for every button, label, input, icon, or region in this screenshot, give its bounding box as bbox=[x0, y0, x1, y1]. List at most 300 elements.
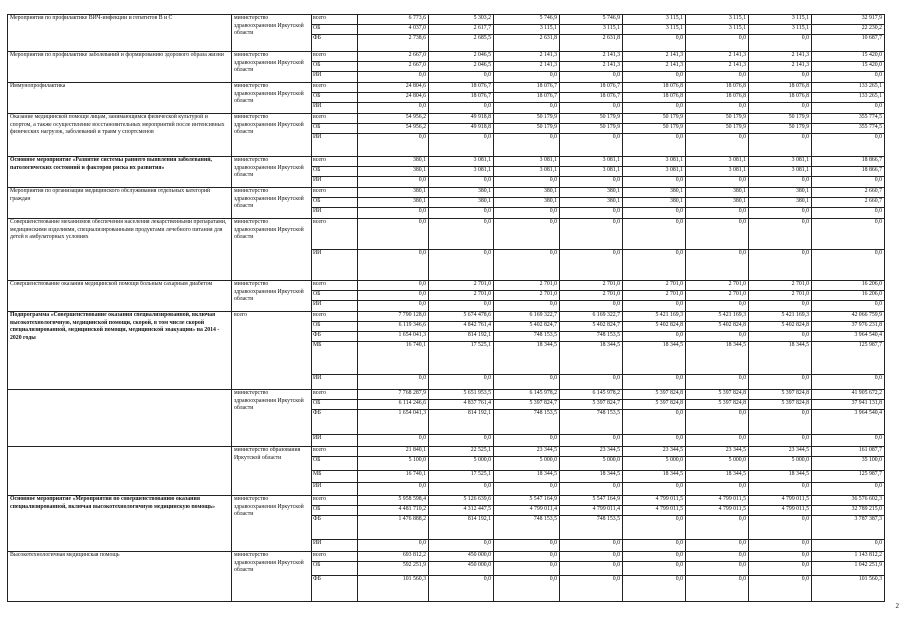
year-value-cell: 0,0 bbox=[560, 375, 623, 390]
funding-source: ОБ bbox=[312, 198, 358, 208]
activity-name: Основное мероприятие «Развитие системы раннего выявления заболеваний, патологических состояний и факторов риска их развития» bbox=[8, 157, 232, 188]
funding-source: всего bbox=[312, 15, 358, 25]
year-value-cell: 5 000,0 bbox=[560, 457, 623, 471]
funding-source: ОБ bbox=[312, 291, 358, 301]
year-value-cell: 1 654 041,3 bbox=[358, 410, 429, 435]
year-value-cell: 24 804,6 bbox=[358, 83, 429, 93]
year-value-cell: 380,1 bbox=[358, 198, 429, 208]
year-value-cell: 3 115,1 bbox=[560, 25, 623, 35]
year-value-cell: 18 076,7 bbox=[560, 93, 623, 103]
year-value-cell: 380,1 bbox=[358, 188, 429, 198]
year-value-cell: 0,0 bbox=[494, 576, 560, 602]
year-value-cell: 18 344,5 bbox=[494, 342, 560, 375]
year-value-cell: 2 141,3 bbox=[686, 62, 749, 72]
year-value-cell: 50 179,9 bbox=[749, 124, 812, 134]
funding-source: всего bbox=[312, 281, 358, 291]
total-cell: 35 100,0 bbox=[812, 457, 885, 471]
funding-source: ОБ bbox=[312, 400, 358, 410]
funding-source: ОБ bbox=[312, 124, 358, 134]
year-value-cell: 5 746,9 bbox=[494, 15, 560, 25]
year-value-cell: 5 674 478,6 bbox=[429, 312, 494, 322]
funding-source: ИИ bbox=[312, 540, 358, 552]
year-value-cell: 0,0 bbox=[749, 35, 812, 52]
year-value-cell: 18 076,7 bbox=[429, 83, 494, 93]
year-value-cell: 5 402 824,8 bbox=[749, 322, 812, 332]
year-value-cell: 0,0 bbox=[686, 562, 749, 576]
year-value-cell: 50 179,9 bbox=[686, 124, 749, 134]
year-value-cell: 23 344,5 bbox=[749, 447, 812, 457]
total-cell: 2 660,7 bbox=[812, 198, 885, 208]
year-value-cell: 0,0 bbox=[686, 177, 749, 188]
year-value-cell: 5 126 639,6 bbox=[429, 496, 494, 506]
table-row bbox=[8, 312, 885, 322]
year-value-cell: 693 812,2 bbox=[358, 552, 429, 562]
year-value-cell: 0,0 bbox=[749, 483, 812, 496]
year-value-cell: 0,0 bbox=[686, 72, 749, 83]
year-value-cell: 0,0 bbox=[686, 134, 749, 157]
year-value-cell: 2 141,3 bbox=[494, 62, 560, 72]
year-value-cell: 0,0 bbox=[429, 483, 494, 496]
year-value-cell: 5 000,0 bbox=[623, 457, 686, 471]
year-value-cell: 50 179,9 bbox=[494, 124, 560, 134]
year-value-cell: 0,0 bbox=[429, 375, 494, 390]
year-value-cell: 380,1 bbox=[749, 188, 812, 198]
year-value-cell: 3 081,1 bbox=[686, 167, 749, 177]
year-value-cell: 0,0 bbox=[623, 103, 686, 114]
year-value-cell: 5 547 164,9 bbox=[494, 496, 560, 506]
year-value-cell: 2 701,0 bbox=[749, 291, 812, 301]
year-value-cell: 2 701,0 bbox=[686, 291, 749, 301]
year-value-cell: 0,0 bbox=[749, 72, 812, 83]
year-value-cell: 0,0 bbox=[560, 540, 623, 552]
year-value-cell: 7 768 287,9 bbox=[358, 390, 429, 400]
year-value-cell: 4 481 710,2 bbox=[358, 506, 429, 516]
year-value-cell: 0,0 bbox=[358, 72, 429, 83]
total-cell: 0,0 bbox=[812, 103, 885, 114]
year-value-cell: 0,0 bbox=[686, 103, 749, 114]
year-value-cell: 0,0 bbox=[749, 516, 812, 540]
year-value-cell: 0,0 bbox=[686, 35, 749, 52]
year-value-cell: 0,0 bbox=[560, 301, 623, 312]
total-cell: 41 905 672,2 bbox=[812, 390, 885, 400]
year-value-cell: 0,0 bbox=[358, 177, 429, 188]
year-value-cell: 5 397 824,8 bbox=[623, 390, 686, 400]
year-value-cell: 0,0 bbox=[358, 281, 429, 291]
year-value-cell: 2 141,3 bbox=[686, 52, 749, 62]
year-value-cell: 0,0 bbox=[560, 103, 623, 114]
year-value-cell: 380,1 bbox=[623, 198, 686, 208]
year-value-cell: 5 397 824,7 bbox=[560, 400, 623, 410]
year-value-cell: 0,0 bbox=[560, 435, 623, 447]
year-value-cell: 748 153,5 bbox=[560, 410, 623, 435]
total-cell: 37 941 131,8 bbox=[812, 400, 885, 410]
total-cell: 15 420,0 bbox=[812, 52, 885, 62]
year-value-cell: 5 402 824,8 bbox=[623, 322, 686, 332]
activity-name: Оказание медицинской помощи лицам, занимающимся физической культурой и спортом, а также осуществление восстановительных мероприятий после интенсивных физических нагрузок, заболеваний и травм у спортсменов bbox=[8, 114, 232, 157]
year-value-cell: 4 799 011,5 bbox=[623, 506, 686, 516]
year-value-cell: 24 804,6 bbox=[358, 93, 429, 103]
year-value-cell: 0,0 bbox=[686, 540, 749, 552]
year-value-cell: 5 746,9 bbox=[560, 15, 623, 25]
year-value-cell: 2 046,5 bbox=[429, 62, 494, 72]
year-value-cell: 0,0 bbox=[686, 552, 749, 562]
year-value-cell: 380,1 bbox=[494, 188, 560, 198]
responsible-executor: министерство здравоохранения Иркутской области bbox=[232, 15, 312, 52]
responsible-executor: министерство здравоохранения Иркутской области bbox=[232, 157, 312, 188]
year-value-cell: 0,0 bbox=[494, 435, 560, 447]
year-value-cell: 0,0 bbox=[560, 219, 623, 250]
year-value-cell: 4 799 011,5 bbox=[686, 496, 749, 506]
year-value-cell: 380,1 bbox=[686, 198, 749, 208]
year-value-cell: 380,1 bbox=[429, 188, 494, 198]
year-value-cell: 0,0 bbox=[623, 301, 686, 312]
year-value-cell: 18 076,7 bbox=[494, 83, 560, 93]
year-value-cell: 2 701,0 bbox=[429, 281, 494, 291]
funding-source: ФБ bbox=[312, 576, 358, 602]
year-value-cell: 3 081,1 bbox=[560, 157, 623, 167]
year-value-cell: 18 076,8 bbox=[686, 93, 749, 103]
total-cell: 3 964 540,4 bbox=[812, 332, 885, 342]
year-value-cell: 0,0 bbox=[623, 219, 686, 250]
total-cell: 0,0 bbox=[812, 134, 885, 157]
year-value-cell: 0,0 bbox=[494, 103, 560, 114]
year-value-cell: 23 344,5 bbox=[686, 447, 749, 457]
year-value-cell: 380,1 bbox=[560, 188, 623, 198]
year-value-cell: 0,0 bbox=[623, 516, 686, 540]
year-value-cell: 3 081,1 bbox=[623, 157, 686, 167]
year-value-cell: 0,0 bbox=[623, 250, 686, 281]
year-value-cell: 1 476 888,2 bbox=[358, 516, 429, 540]
year-value-cell: 2 701,0 bbox=[623, 281, 686, 291]
responsible-executor: министерство здравоохранения Иркутской области bbox=[232, 52, 312, 83]
total-cell: 0,0 bbox=[812, 540, 885, 552]
activity-name bbox=[8, 447, 232, 496]
year-value-cell: 5 000,0 bbox=[749, 457, 812, 471]
funding-source: всего bbox=[312, 157, 358, 167]
funding-source: ИИ bbox=[312, 483, 358, 496]
year-value-cell: 3 081,1 bbox=[749, 167, 812, 177]
year-value-cell: 5 000,0 bbox=[429, 457, 494, 471]
funding-source: ИИ bbox=[312, 177, 358, 188]
year-value-cell: 0,0 bbox=[749, 576, 812, 602]
table-row bbox=[8, 552, 885, 562]
year-value-cell: 0,0 bbox=[686, 576, 749, 602]
year-value-cell: 0,0 bbox=[429, 208, 494, 219]
responsible-executor: министерство образования Иркутской области bbox=[232, 447, 312, 496]
year-value-cell: 0,0 bbox=[429, 540, 494, 552]
total-cell: 133 265,1 bbox=[812, 93, 885, 103]
year-value-cell: 0,0 bbox=[686, 410, 749, 435]
year-value-cell: 0,0 bbox=[358, 291, 429, 301]
year-value-cell: 21 840,1 bbox=[358, 447, 429, 457]
funding-source: всего bbox=[312, 312, 358, 322]
responsible-executor: всего bbox=[232, 312, 312, 390]
year-value-cell: 5 397 824,8 bbox=[686, 400, 749, 410]
funding-source: всего bbox=[312, 496, 358, 506]
total-cell: 36 576 602,3 bbox=[812, 496, 885, 506]
funding-source: всего bbox=[312, 390, 358, 400]
year-value-cell: 0,0 bbox=[560, 134, 623, 157]
table-row bbox=[8, 390, 885, 400]
year-value-cell: 6 114 246,6 bbox=[358, 400, 429, 410]
year-value-cell: 7 790 128,0 bbox=[358, 312, 429, 322]
year-value-cell: 814 192,1 bbox=[429, 516, 494, 540]
year-value-cell: 6 145 978,2 bbox=[494, 390, 560, 400]
year-value-cell: 0,0 bbox=[749, 219, 812, 250]
funding-source: ОБ bbox=[312, 93, 358, 103]
responsible-executor: министерство здравоохранения Иркутской области bbox=[232, 496, 312, 552]
year-value-cell: 4 799 011,5 bbox=[749, 496, 812, 506]
funding-source: ОБ bbox=[312, 167, 358, 177]
year-value-cell: 0,0 bbox=[560, 483, 623, 496]
budget-table bbox=[7, 14, 885, 602]
responsible-executor: министерство здравоохранения Иркутской области bbox=[232, 390, 312, 447]
year-value-cell: 18 076,8 bbox=[623, 93, 686, 103]
year-value-cell: 380,1 bbox=[623, 188, 686, 198]
year-value-cell: 0,0 bbox=[494, 375, 560, 390]
table-row bbox=[8, 157, 885, 167]
funding-source: ОБ bbox=[312, 506, 358, 516]
year-value-cell: 0,0 bbox=[623, 562, 686, 576]
total-cell: 3 787 387,3 bbox=[812, 516, 885, 540]
year-value-cell: 0,0 bbox=[494, 208, 560, 219]
year-value-cell: 0,0 bbox=[686, 250, 749, 281]
total-cell: 0,0 bbox=[812, 219, 885, 250]
funding-source: всего bbox=[312, 552, 358, 562]
year-value-cell: 4 037,0 bbox=[358, 25, 429, 35]
year-value-cell: 49 918,8 bbox=[429, 114, 494, 124]
year-value-cell: 0,0 bbox=[623, 576, 686, 602]
year-value-cell: 5 397 824,8 bbox=[749, 390, 812, 400]
funding-source: всего bbox=[312, 188, 358, 198]
year-value-cell: 3 115,1 bbox=[749, 15, 812, 25]
year-value-cell: 5 000,0 bbox=[494, 457, 560, 471]
year-value-cell: 380,1 bbox=[358, 157, 429, 167]
year-value-cell: 3 115,1 bbox=[623, 15, 686, 25]
year-value-cell: 814 192,1 bbox=[429, 332, 494, 342]
activity-name: Мероприятия по организации медицинского обслуживания отдельных категорий граждан bbox=[8, 188, 232, 219]
year-value-cell: 6 773,6 bbox=[358, 15, 429, 25]
table-row bbox=[8, 15, 885, 25]
funding-source: ИИ bbox=[312, 250, 358, 281]
year-value-cell: 4 312 447,5 bbox=[429, 506, 494, 516]
year-value-cell: 18 344,5 bbox=[749, 471, 812, 483]
total-cell: 0,0 bbox=[812, 177, 885, 188]
year-value-cell: 0,0 bbox=[494, 219, 560, 250]
year-value-cell: 16 740,1 bbox=[358, 471, 429, 483]
year-value-cell: 380,1 bbox=[749, 198, 812, 208]
year-value-cell: 3 081,1 bbox=[749, 157, 812, 167]
year-value-cell: 0,0 bbox=[623, 72, 686, 83]
year-value-cell: 4 842 761,4 bbox=[429, 322, 494, 332]
activity-name: Мероприятия по профилактике ВИЧ-инфекции и гепатитов В и С bbox=[8, 15, 232, 52]
year-value-cell: 0,0 bbox=[358, 103, 429, 114]
total-cell: 101 560,3 bbox=[812, 576, 885, 602]
responsible-executor: министерство здравоохранения Иркутской области bbox=[232, 219, 312, 281]
year-value-cell: 2 046,5 bbox=[429, 52, 494, 62]
year-value-cell: 22 525,1 bbox=[429, 447, 494, 457]
year-value-cell: 18 344,5 bbox=[749, 342, 812, 375]
year-value-cell: 2 141,3 bbox=[494, 52, 560, 62]
year-value-cell: 0,0 bbox=[749, 410, 812, 435]
funding-source: ИИ bbox=[312, 208, 358, 219]
year-value-cell: 0,0 bbox=[358, 540, 429, 552]
total-cell: 32 917,9 bbox=[812, 15, 885, 25]
year-value-cell: 0,0 bbox=[494, 177, 560, 188]
year-value-cell: 450 000,0 bbox=[429, 552, 494, 562]
year-value-cell: 3 115,1 bbox=[749, 25, 812, 35]
year-value-cell: 3 081,1 bbox=[494, 167, 560, 177]
funding-source: ИИ bbox=[312, 134, 358, 157]
year-value-cell: 6 119 346,6 bbox=[358, 322, 429, 332]
total-cell: 16 206,0 bbox=[812, 281, 885, 291]
year-value-cell: 5 402 824,7 bbox=[494, 322, 560, 332]
year-value-cell: 4 799 011,5 bbox=[686, 506, 749, 516]
year-value-cell: 18 344,5 bbox=[560, 342, 623, 375]
year-value-cell: 0,0 bbox=[358, 435, 429, 447]
year-value-cell: 748 153,5 bbox=[560, 516, 623, 540]
budget-table-sheet bbox=[7, 14, 885, 602]
year-value-cell: 5 303,2 bbox=[429, 15, 494, 25]
year-value-cell: 2 701,0 bbox=[560, 281, 623, 291]
funding-source: ОБ bbox=[312, 457, 358, 471]
year-value-cell: 380,1 bbox=[560, 198, 623, 208]
year-value-cell: 0,0 bbox=[623, 208, 686, 219]
year-value-cell: 2 701,0 bbox=[749, 281, 812, 291]
year-value-cell: 5 651 953,5 bbox=[429, 390, 494, 400]
table-row bbox=[8, 114, 885, 124]
table-row bbox=[8, 83, 885, 93]
total-cell: 10 687,7 bbox=[812, 35, 885, 52]
year-value-cell: 50 179,9 bbox=[749, 114, 812, 124]
year-value-cell: 0,0 bbox=[494, 72, 560, 83]
year-value-cell: 5 421 169,3 bbox=[686, 312, 749, 322]
year-value-cell: 0,0 bbox=[494, 552, 560, 562]
year-value-cell: 18 076,7 bbox=[429, 93, 494, 103]
year-value-cell: 0,0 bbox=[429, 576, 494, 602]
year-value-cell: 0,0 bbox=[686, 219, 749, 250]
year-value-cell: 2 701,0 bbox=[623, 291, 686, 301]
year-value-cell: 380,1 bbox=[358, 167, 429, 177]
funding-source: ОБ bbox=[312, 562, 358, 576]
year-value-cell: 50 179,9 bbox=[494, 114, 560, 124]
year-value-cell: 4 799 011,4 bbox=[494, 506, 560, 516]
year-value-cell: 23 344,5 bbox=[560, 447, 623, 457]
year-value-cell: 5 402 824,7 bbox=[560, 322, 623, 332]
year-value-cell: 18 076,7 bbox=[494, 93, 560, 103]
year-value-cell: 5 547 164,9 bbox=[560, 496, 623, 506]
year-value-cell: 0,0 bbox=[686, 435, 749, 447]
year-value-cell: 4 799 011,4 bbox=[560, 506, 623, 516]
year-value-cell: 5 958 598,4 bbox=[358, 496, 429, 506]
total-cell: 0,0 bbox=[812, 435, 885, 447]
year-value-cell: 0,0 bbox=[358, 483, 429, 496]
year-value-cell: 0,0 bbox=[749, 134, 812, 157]
year-value-cell: 0,0 bbox=[749, 552, 812, 562]
year-value-cell: 0,0 bbox=[494, 134, 560, 157]
table-row bbox=[8, 52, 885, 62]
year-value-cell: 0,0 bbox=[358, 208, 429, 219]
year-value-cell: 49 918,8 bbox=[429, 124, 494, 134]
funding-source: ОБ bbox=[312, 62, 358, 72]
year-value-cell: 101 560,3 bbox=[358, 576, 429, 602]
table-row bbox=[8, 281, 885, 291]
year-value-cell: 748 153,5 bbox=[494, 410, 560, 435]
year-value-cell: 4 837 761,4 bbox=[429, 400, 494, 410]
year-value-cell: 0,0 bbox=[749, 332, 812, 342]
year-value-cell: 0,0 bbox=[686, 301, 749, 312]
responsible-executor: министерство здравоохранения Иркутской области bbox=[232, 114, 312, 157]
year-value-cell: 2 141,3 bbox=[560, 52, 623, 62]
funding-source: ФБ bbox=[312, 516, 358, 540]
activity-name: Основное мероприятие «Мероприятия по совершенствованию оказания специализированной, включая высокотехнологичную медицинскую помощь» bbox=[8, 496, 232, 552]
year-value-cell: 3 081,1 bbox=[623, 167, 686, 177]
table-row bbox=[8, 447, 885, 457]
funding-source: ИИ bbox=[312, 375, 358, 390]
year-value-cell: 0,0 bbox=[429, 435, 494, 447]
year-value-cell: 0,0 bbox=[623, 435, 686, 447]
year-value-cell: 18 344,5 bbox=[494, 471, 560, 483]
total-cell: 0,0 bbox=[812, 250, 885, 281]
funding-source: ФБ bbox=[312, 410, 358, 435]
year-value-cell: 3 081,1 bbox=[494, 157, 560, 167]
year-value-cell: 3 115,1 bbox=[623, 25, 686, 35]
responsible-executor: министерство здравоохранения Иркутской области bbox=[232, 552, 312, 602]
total-cell: 0,0 bbox=[812, 375, 885, 390]
total-cell: 355 774,5 bbox=[812, 114, 885, 124]
year-value-cell: 0,0 bbox=[623, 540, 686, 552]
year-value-cell: 0,0 bbox=[494, 250, 560, 281]
year-value-cell: 0,0 bbox=[623, 552, 686, 562]
year-value-cell: 2 701,0 bbox=[494, 281, 560, 291]
total-cell: 125 987,7 bbox=[812, 471, 885, 483]
year-value-cell: 0,0 bbox=[623, 410, 686, 435]
year-value-cell: 0,0 bbox=[686, 332, 749, 342]
year-value-cell: 0,0 bbox=[686, 483, 749, 496]
year-value-cell: 18 344,5 bbox=[623, 342, 686, 375]
year-value-cell: 814 192,1 bbox=[429, 410, 494, 435]
year-value-cell: 0,0 bbox=[623, 134, 686, 157]
funding-source: всего bbox=[312, 114, 358, 124]
total-cell: 0,0 bbox=[812, 301, 885, 312]
year-value-cell: 3 081,1 bbox=[429, 157, 494, 167]
total-cell: 32 789 215,0 bbox=[812, 506, 885, 516]
year-value-cell: 50 179,9 bbox=[623, 124, 686, 134]
year-value-cell: 0,0 bbox=[749, 375, 812, 390]
year-value-cell: 0,0 bbox=[560, 208, 623, 219]
year-value-cell: 380,1 bbox=[686, 188, 749, 198]
year-value-cell: 4 799 011,5 bbox=[749, 506, 812, 516]
year-value-cell: 16 740,1 bbox=[358, 342, 429, 375]
year-value-cell: 0,0 bbox=[560, 552, 623, 562]
year-value-cell: 0,0 bbox=[623, 483, 686, 496]
year-value-cell: 2 141,3 bbox=[560, 62, 623, 72]
year-value-cell: 0,0 bbox=[560, 72, 623, 83]
activity-name: Подпрограмма «Совершенствование оказания специализированной, включая высокотехнологичную, медицинской помощи, скорой, в том числе скорой специализированной, медицинской помощи, медицинской эвакуации» на 2014 - 2020 годы bbox=[8, 312, 232, 390]
year-value-cell: 748 153,5 bbox=[494, 332, 560, 342]
year-value-cell: 18 344,5 bbox=[560, 471, 623, 483]
year-value-cell: 54 956,2 bbox=[358, 114, 429, 124]
year-value-cell: 18 344,5 bbox=[623, 471, 686, 483]
year-value-cell: 5 421 169,3 bbox=[623, 312, 686, 322]
year-value-cell: 18 076,7 bbox=[560, 83, 623, 93]
total-cell: 3 964 540,4 bbox=[812, 410, 885, 435]
table-row bbox=[8, 219, 885, 250]
year-value-cell: 23 344,5 bbox=[494, 447, 560, 457]
year-value-cell: 0,0 bbox=[749, 250, 812, 281]
total-cell: 0,0 bbox=[812, 72, 885, 83]
year-value-cell: 3 115,1 bbox=[494, 25, 560, 35]
